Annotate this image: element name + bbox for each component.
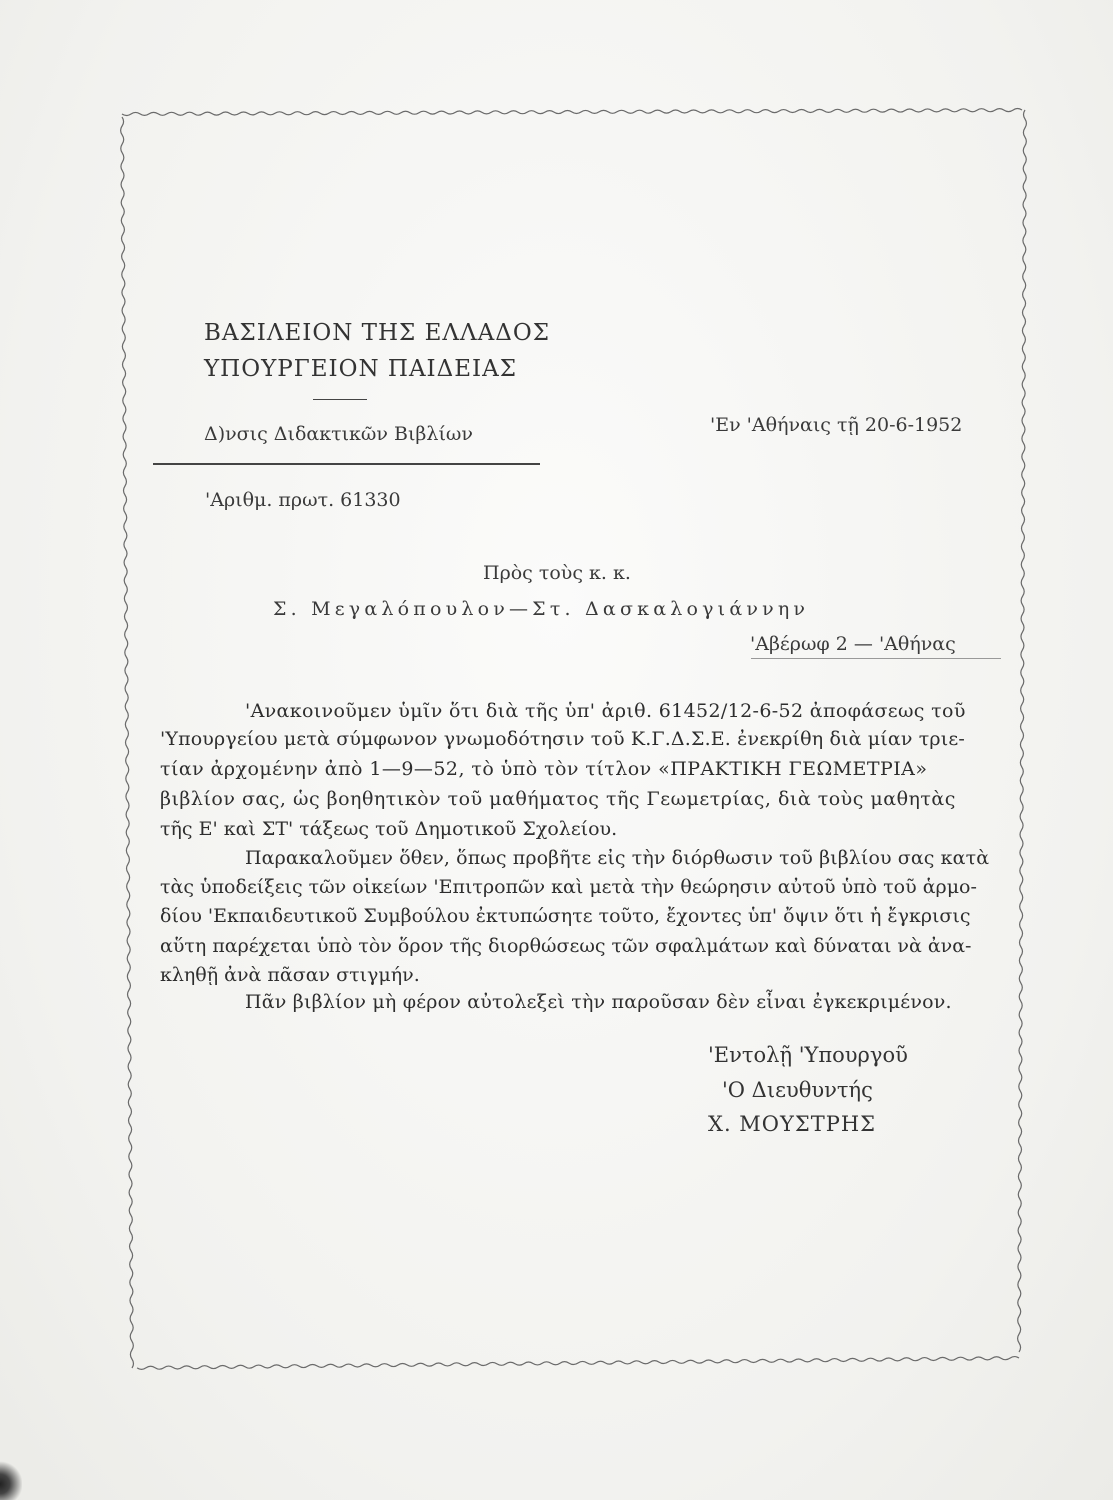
body-line: τίαν ἀρχομένην ἀπὸ 1—9—52, τὸ ὑπὸ τὸν τίτλον «ΠΡΑΚΤΙΚΗ ΓΕΩΜΕΤΡΙΑ» — [160, 758, 928, 780]
recipient-names: Σ. Μεγαλόπουλον—Στ. Δασκαλογιάννην — [273, 598, 810, 620]
recipient-salutation: Πρὸς τοὺς κ. κ. — [483, 562, 631, 584]
ministry-heading: ΥΠΟΥΡΓΕΙΟΝ ΠΑΙΔΕΙΑΣ — [204, 356, 517, 382]
body-line: τὰς ὑποδείξεις τῶν οἰκείων 'Επιτροπῶν καὶ μετὰ τὴν θεώρησιν αὐτοῦ ὑπὸ τοῦ ἁρμο- — [160, 876, 977, 898]
body-line: τῆς Ε' καὶ ΣΤ' τάξεως τοῦ Δημοτικοῦ Σχολείου. — [160, 818, 618, 840]
body-line: βιβλίον σας, ὡς βοηθητικὸν τοῦ μαθήματος τῆς Γεωμετρίας, διὰ τοὺς μαθητὰς — [160, 788, 956, 810]
body-line: Παρακαλοῦμεν ὅθεν, ὅπως προβῆτε εἰς τὴν διόρθωσιν τοῦ βιβλίου σας κατὰ — [245, 847, 990, 869]
signature-order: 'Εντολῇ 'Υπουργοῦ — [708, 1043, 908, 1067]
recipient-address: 'Αβέρωφ 2 — 'Αθήνας — [750, 633, 956, 655]
date-line: 'Εν 'Αθήναις τῇ 20-6-1952 — [710, 414, 963, 436]
header-rule — [153, 463, 540, 465]
protocol-number: 'Αριθμ. πρωτ. 61330 — [205, 489, 401, 511]
heading-divider — [313, 399, 367, 400]
scan-smudge — [0, 1460, 22, 1500]
body-line: 'Υπουργείου μετὰ σύμφωνον γνωμοδότησιν τοῦ Κ.Γ.Δ.Σ.Ε. ἐνεκρίθη διὰ μίαν τριε- — [160, 728, 965, 750]
body-line: 'Ανακοινοῦμεν ὑμῖν ὅτι διὰ τῆς ὑπ' ἀριθ. 61452/12-6-52 ἀποφάσεως τοῦ — [245, 700, 966, 722]
signature-name: Χ. ΜΟΥΣΤΡΗΣ — [708, 1112, 877, 1136]
signature-title: 'Ο Διευθυντής — [722, 1078, 873, 1102]
body-line: δίου 'Εκπαιδευτικοῦ Συμβούλου ἐκτυπώσητε τοῦτο, ἔχοντες ὑπ' ὄψιν ὅτι ἡ ἔγκρισις — [160, 905, 971, 927]
department-line: Δ)νσις Διδακτικῶν Βιβλίων — [204, 423, 473, 445]
address-underline — [751, 658, 1001, 659]
body-line: Πᾶν βιβλίον μὴ φέρον αὐτολεξεὶ τὴν παροῦσαν δὲν εἶναι ἐγκεκριμένον. — [245, 991, 952, 1013]
body-line: αὕτη παρέχεται ὑπὸ τὸν ὅρον τῆς διορθώσεως τῶν σφαλμάτων καὶ δύναται νὰ ἀνα- — [160, 935, 972, 957]
kingdom-heading: ΒΑΣΙΛΕΙΟΝ ΤΗΣ ΕΛΛΑΔΟΣ — [204, 320, 550, 346]
body-line: κληθῇ ἀνὰ πᾶσαν στιγμήν. — [160, 964, 420, 986]
